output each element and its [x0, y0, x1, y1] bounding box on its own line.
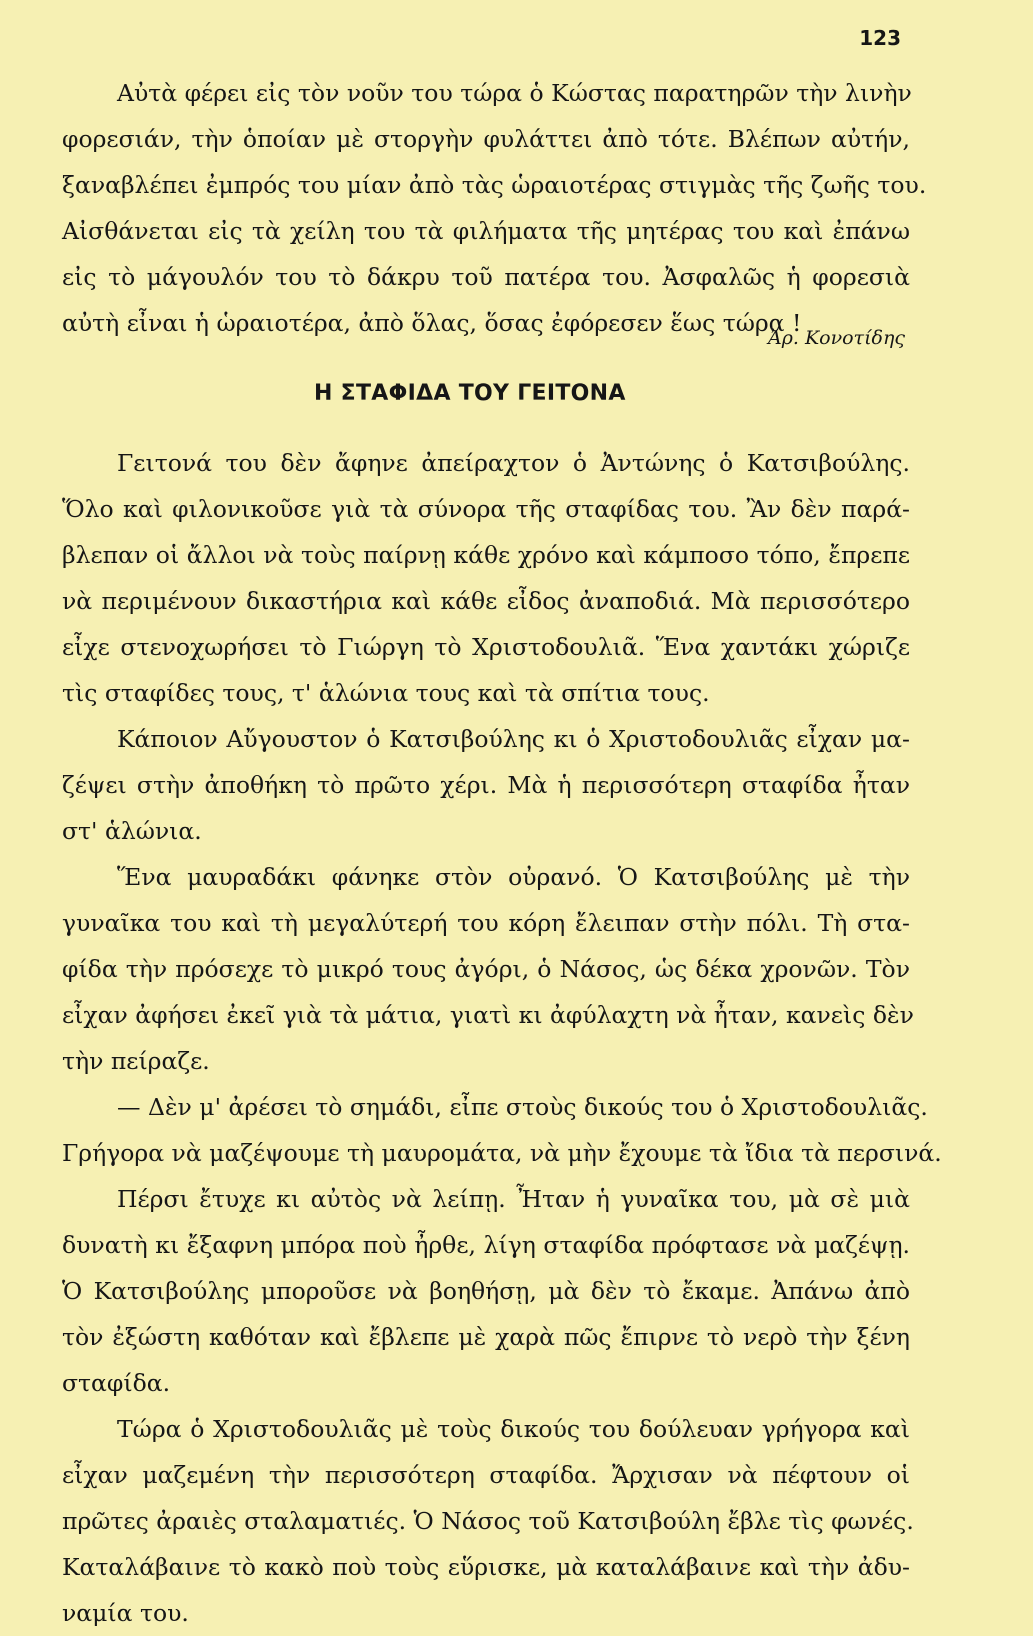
- story-body: [62, 440, 942, 1636]
- text-line: γυναῖκα του καὶ τὴ μεγαλύτερή του κόρη ἔλειπαν στὴν πόλι. Τὴ στα-: [62, 909, 910, 937]
- text-line: φορεσιάν, τὴν ὁποίαν μὲ στοργὴν φυλάττει ἀπὸ τότε. Βλέπων αὐτήν,: [62, 125, 910, 153]
- text-line: Τώρα ὁ Χριστοδουλιᾶς μὲ τοὺς δικούς του δούλευαν γρήγορα καὶ: [117, 1415, 910, 1443]
- text-line: σταφίδα.: [62, 1369, 171, 1397]
- text-line: αὐτὴ εἶναι ἡ ὡραιοτέρα, ἀπὸ ὅλας, ὅσας ἐφόρεσεν ἕως τώρα !: [62, 309, 802, 337]
- text-line: εἰς τὸ μάγουλόν του τὸ δάκρυ τοῦ πατέρα του. Ἀσφαλῶς ἡ φορεσιὰ: [62, 263, 910, 291]
- text-line: ναμία του.: [62, 1599, 189, 1627]
- text-line: Ὁ Κατσιβούλης μποροῦσε νὰ βοηθήσῃ, μὰ δὲν τὸ ἔκαμε. Ἀπάνω ἀπὸ: [62, 1277, 910, 1305]
- text-line: Αἰσθάνεται εἰς τὰ χείλη του τὰ φιλήματα τῆς μητέρας του καὶ ἐπάνω: [62, 217, 910, 245]
- text-line: εἶχε στενοχωρήσει τὸ Γιώργη τὸ Χριστοδουλιᾶ. Ἕνα χαντάκι χώριζε: [62, 633, 910, 661]
- page-number: 123: [859, 26, 901, 50]
- text-line: τὸν ἐξώστη καθόταν καὶ ἔβλεπε μὲ χαρὰ πῶς ἔπιρνε τὸ νερὸ τὴν ξένη: [62, 1323, 910, 1351]
- text-line: ξαναβλέπει ἐμπρός του μίαν ἀπὸ τὰς ὡραιοτέρας στιγμὰς τῆς ζωῆς του.: [62, 171, 927, 199]
- text-line: Αὐτὰ φέρει εἰς τὸν νοῦν του τώρα ὁ Κώστας παρατηρῶν τὴν λινὴν: [117, 79, 912, 107]
- text-line: τὶς σταφίδες τους, τ' ἁλώνια τους καὶ τὰ σπίτια τους.: [62, 679, 710, 707]
- text-line: πρῶτες ἀραιὲς σταλαματιές. Ὁ Νάσος τοῦ Κατσιβούλη ἔβλε τὶς φωνές.: [62, 1507, 914, 1535]
- text-line: φίδα τὴν πρόσεχε τὸ μικρό τους ἀγόρι, ὁ Νάσος, ὡς δέκα χρονῶν. Τὸν: [62, 955, 910, 983]
- text-line: Γειτονά του δὲν ἄφηνε ἀπείραχτον ὁ Ἀντώνης ὁ Κατσιβούλης.: [117, 449, 910, 477]
- text-line: εἶχαν μαζεμένη τὴν περισσότερη σταφίδα. Ἄρχισαν νὰ πέφτουν οἱ: [62, 1461, 910, 1489]
- text-line: Πέρσι ἔτυχε κι αὐτὸς νὰ λείπῃ. Ἦταν ἡ γυναῖκα του, μὰ σὲ μιὰ: [117, 1185, 910, 1213]
- text-line: στ' ἁλώνια.: [62, 817, 202, 845]
- text-line: Καταλάβαινε τὸ κακὸ ποὺ τοὺς εὕρισκε, μὰ καταλάβαινε καὶ τὴν ἀδυ-: [62, 1553, 910, 1581]
- text-line: ζέψει στὴν ἀποθήκη τὸ πρῶτο χέρι. Μὰ ἡ περισσότερη σταφίδα ἦταν: [62, 771, 910, 799]
- text-line: νὰ περιμένουν δικαστήρια καὶ κάθε εἶδος ἀναποδιά. Μὰ περισσότερο: [62, 587, 910, 615]
- text-line: εἶχαν ἀφήσει ἐκεῖ γιὰ τὰ μάτια, γιατὶ κι ἀφύλαχτη νὰ ἦταν, κανεὶς δὲν: [62, 1001, 914, 1029]
- text-line: Ὅλο καὶ φιλονικοῦσε γιὰ τὰ σύνορα τῆς σταφίδας του. Ἂν δὲν παρά-: [62, 495, 910, 523]
- text-line: — Δὲν μ' ἀρέσει τὸ σημάδι, εἶπε στοὺς δικούς του ὁ Χριστοδουλιᾶς.: [117, 1093, 928, 1121]
- author-signature: Ἀρ. Κονοτίδης: [767, 327, 905, 349]
- intro-paragraph: [62, 70, 927, 346]
- text-line: δυνατὴ κι ἔξαφνη μπόρα ποὺ ἦρθε, λίγη σταφίδα πρόφτασε νὰ μαζέψῃ.: [62, 1231, 910, 1259]
- text-line: βλεπαν οἱ ἄλλοι νὰ τοὺς παίρνῃ κάθε χρόνο καὶ κάμποσο τόπο, ἔπρεπε: [62, 541, 910, 569]
- text-line: Κάποιον Αὔγουστον ὁ Κατσιβούλης κι ὁ Χριστοδουλιᾶς εἶχαν μα-: [117, 725, 910, 753]
- text-line: τὴν πείραζε.: [62, 1047, 210, 1075]
- text-line: Ἕνα μαυραδάκι φάνηκε στὸν οὐρανό. Ὁ Κατσιβούλης μὲ τὴν: [117, 863, 910, 891]
- section-title: Η ΣΤΑΦΙΔΑ ΤΟΥ ΓΕΙΤΟΝΑ: [314, 381, 626, 406]
- text-line: Γρήγορα νὰ μαζέψουμε τὴ μαυρομάτα, νὰ μὴν ἔχουμε τὰ ἴδια τὰ περσινά.: [62, 1139, 942, 1167]
